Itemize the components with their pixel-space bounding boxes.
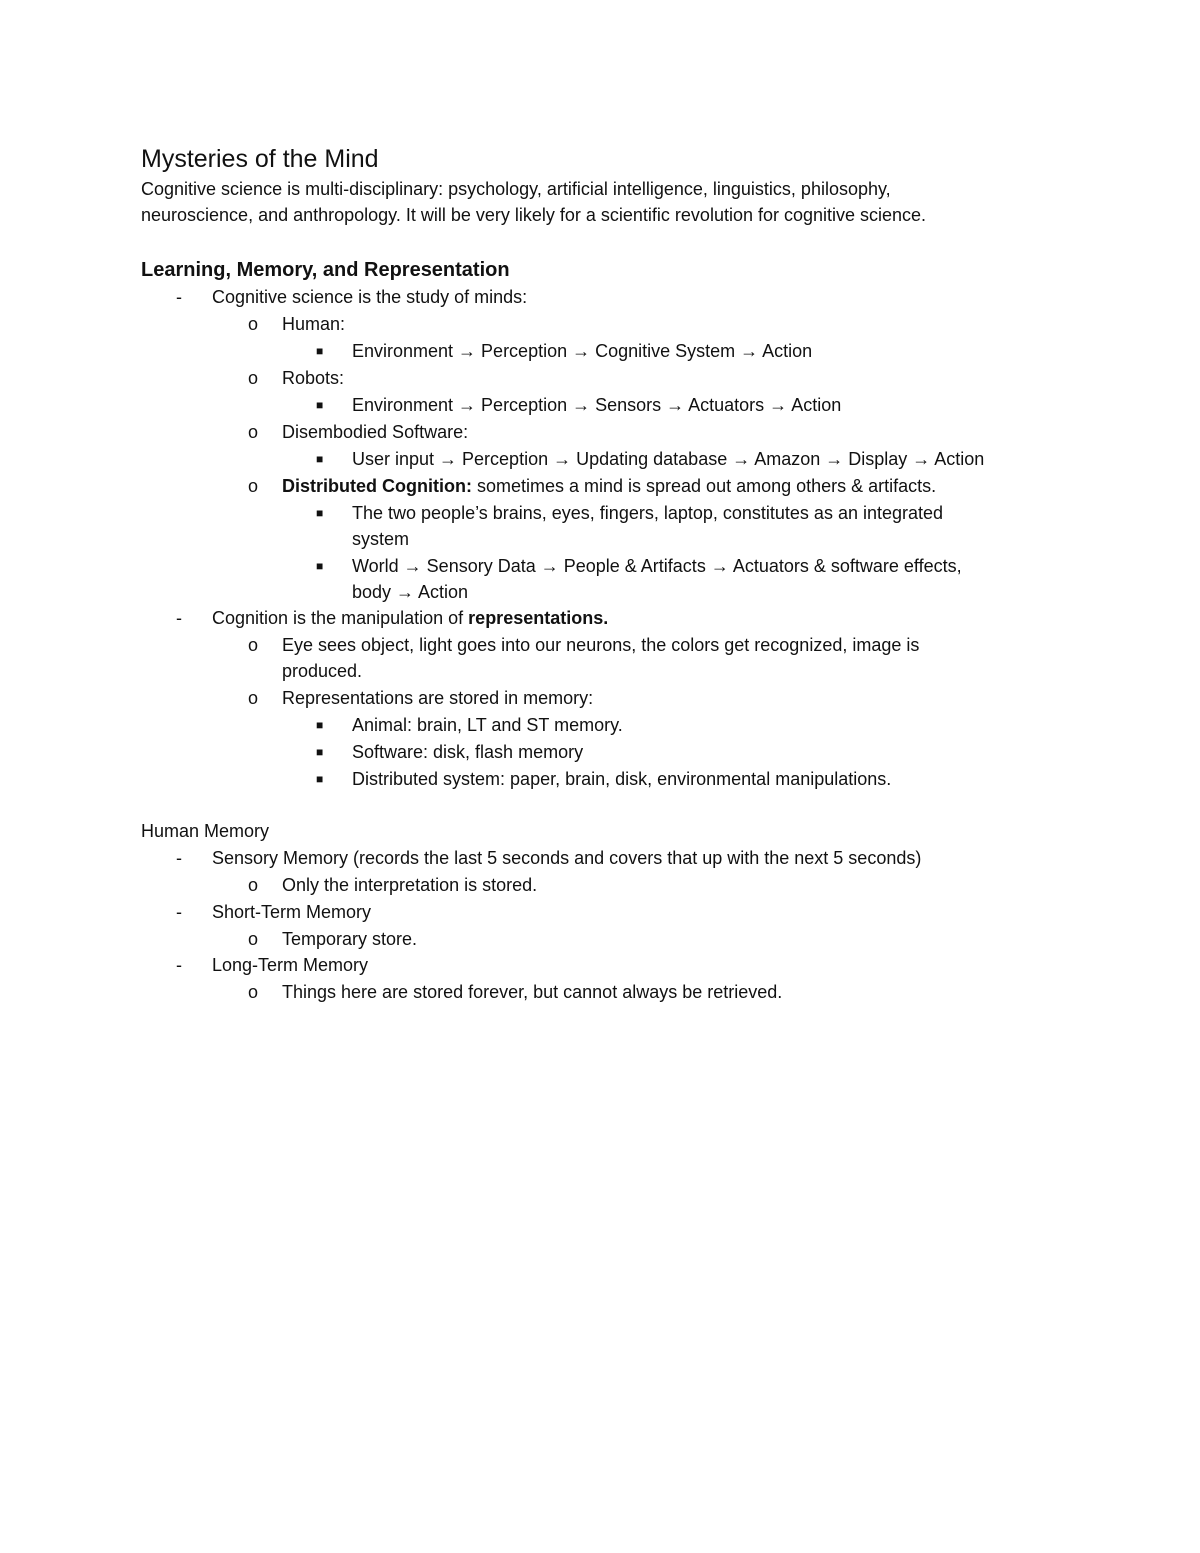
square-bullet: ■	[316, 344, 324, 358]
list-item-text: Software: disk, flash memory	[352, 742, 584, 762]
list-item-text: Things here are stored forever, but cannot always be retrieved.	[282, 982, 783, 1002]
list-item-text: Robots:	[282, 368, 345, 388]
circle-bullet: o	[248, 368, 259, 388]
list-item-text: Distributed system: paper, brain, disk, environmental manipulations.	[352, 769, 892, 789]
circle-bullet: o	[248, 314, 259, 334]
square-bullet: ■	[316, 745, 324, 759]
list-item-text: Cognitive science is the study of minds:	[212, 287, 528, 307]
circle-bullet: o	[248, 929, 259, 949]
list-item-text: produced.	[282, 661, 363, 681]
bold-term: representations.	[468, 608, 609, 628]
list-item-text: Short-Term Memory	[212, 902, 372, 922]
list-item-text: World → Sensory Data → People & Artifacts → Actuators & software effects,	[352, 556, 962, 576]
list-item-text: Disembodied Software:	[282, 422, 469, 442]
list-item-text: Human:	[282, 314, 346, 334]
circle-bullet: o	[248, 875, 259, 895]
list-item-text: Sensory Memory (records the last 5 seconds and covers that up with the next 5 seconds)	[212, 848, 922, 868]
list-item-text: Environment → Perception → Cognitive System → Action	[352, 341, 813, 361]
bold-term: Distributed Cognition:	[282, 476, 472, 496]
dash-bullet: -	[176, 608, 182, 628]
dash-bullet: -	[176, 902, 182, 922]
list-item-text	[282, 473, 936, 499]
list-item-text: Temporary store.	[282, 929, 418, 949]
item-plain-text: Cognition is the manipulation of	[212, 608, 469, 628]
list-item-text: Only the interpretation is stored.	[282, 875, 538, 895]
list-item-text: Representations are stored in memory:	[282, 688, 594, 708]
square-bullet: ■	[316, 452, 324, 466]
square-bullet: ■	[316, 559, 324, 573]
dash-bullet: -	[176, 848, 182, 868]
list-item-text: Environment → Perception → Sensors → Actuators → Action	[352, 395, 842, 415]
list-item-text: Animal: brain, LT and ST memory.	[352, 715, 623, 735]
list-item-text: User input → Perception → Updating database → Amazon → Display → Action	[352, 449, 985, 469]
circle-bullet: o	[248, 422, 259, 442]
circle-bullet: o	[248, 688, 259, 708]
square-bullet: ■	[316, 718, 324, 732]
document-title: Mysteries of the Mind	[141, 145, 379, 173]
section-heading-learning: Learning, Memory, and Representation	[141, 259, 510, 281]
section-heading-human-memory: Human Memory	[141, 821, 270, 841]
square-bullet: ■	[316, 398, 324, 412]
list-item-text: body → Action	[352, 582, 469, 602]
intro-line-1: Cognitive science is multi-disciplinary: psychology, artificial intelligence, linguistics, philosophy,	[141, 179, 891, 199]
square-bullet: ■	[316, 506, 324, 520]
intro-line-2: neuroscience, and anthropology. It will be very likely for a scientific revolution for cognitive science.	[141, 205, 927, 225]
list-item-text: Long-Term Memory	[212, 955, 369, 975]
circle-bullet: o	[248, 635, 259, 655]
list-item-text	[212, 605, 608, 631]
list-item-text: system	[352, 529, 410, 549]
list-item-text: Eye sees object, light goes into our neurons, the colors get recognized, image is	[282, 635, 920, 655]
circle-bullet: o	[248, 476, 259, 496]
term-description: sometimes a mind is spread out among others & artifacts.	[471, 476, 937, 496]
square-bullet: ■	[316, 772, 324, 786]
dash-bullet: -	[176, 955, 182, 975]
circle-bullet: o	[248, 982, 259, 1002]
dash-bullet: -	[176, 287, 182, 307]
list-item-text: The two people’s brains, eyes, fingers, laptop, constitutes as an integrated	[352, 503, 944, 523]
